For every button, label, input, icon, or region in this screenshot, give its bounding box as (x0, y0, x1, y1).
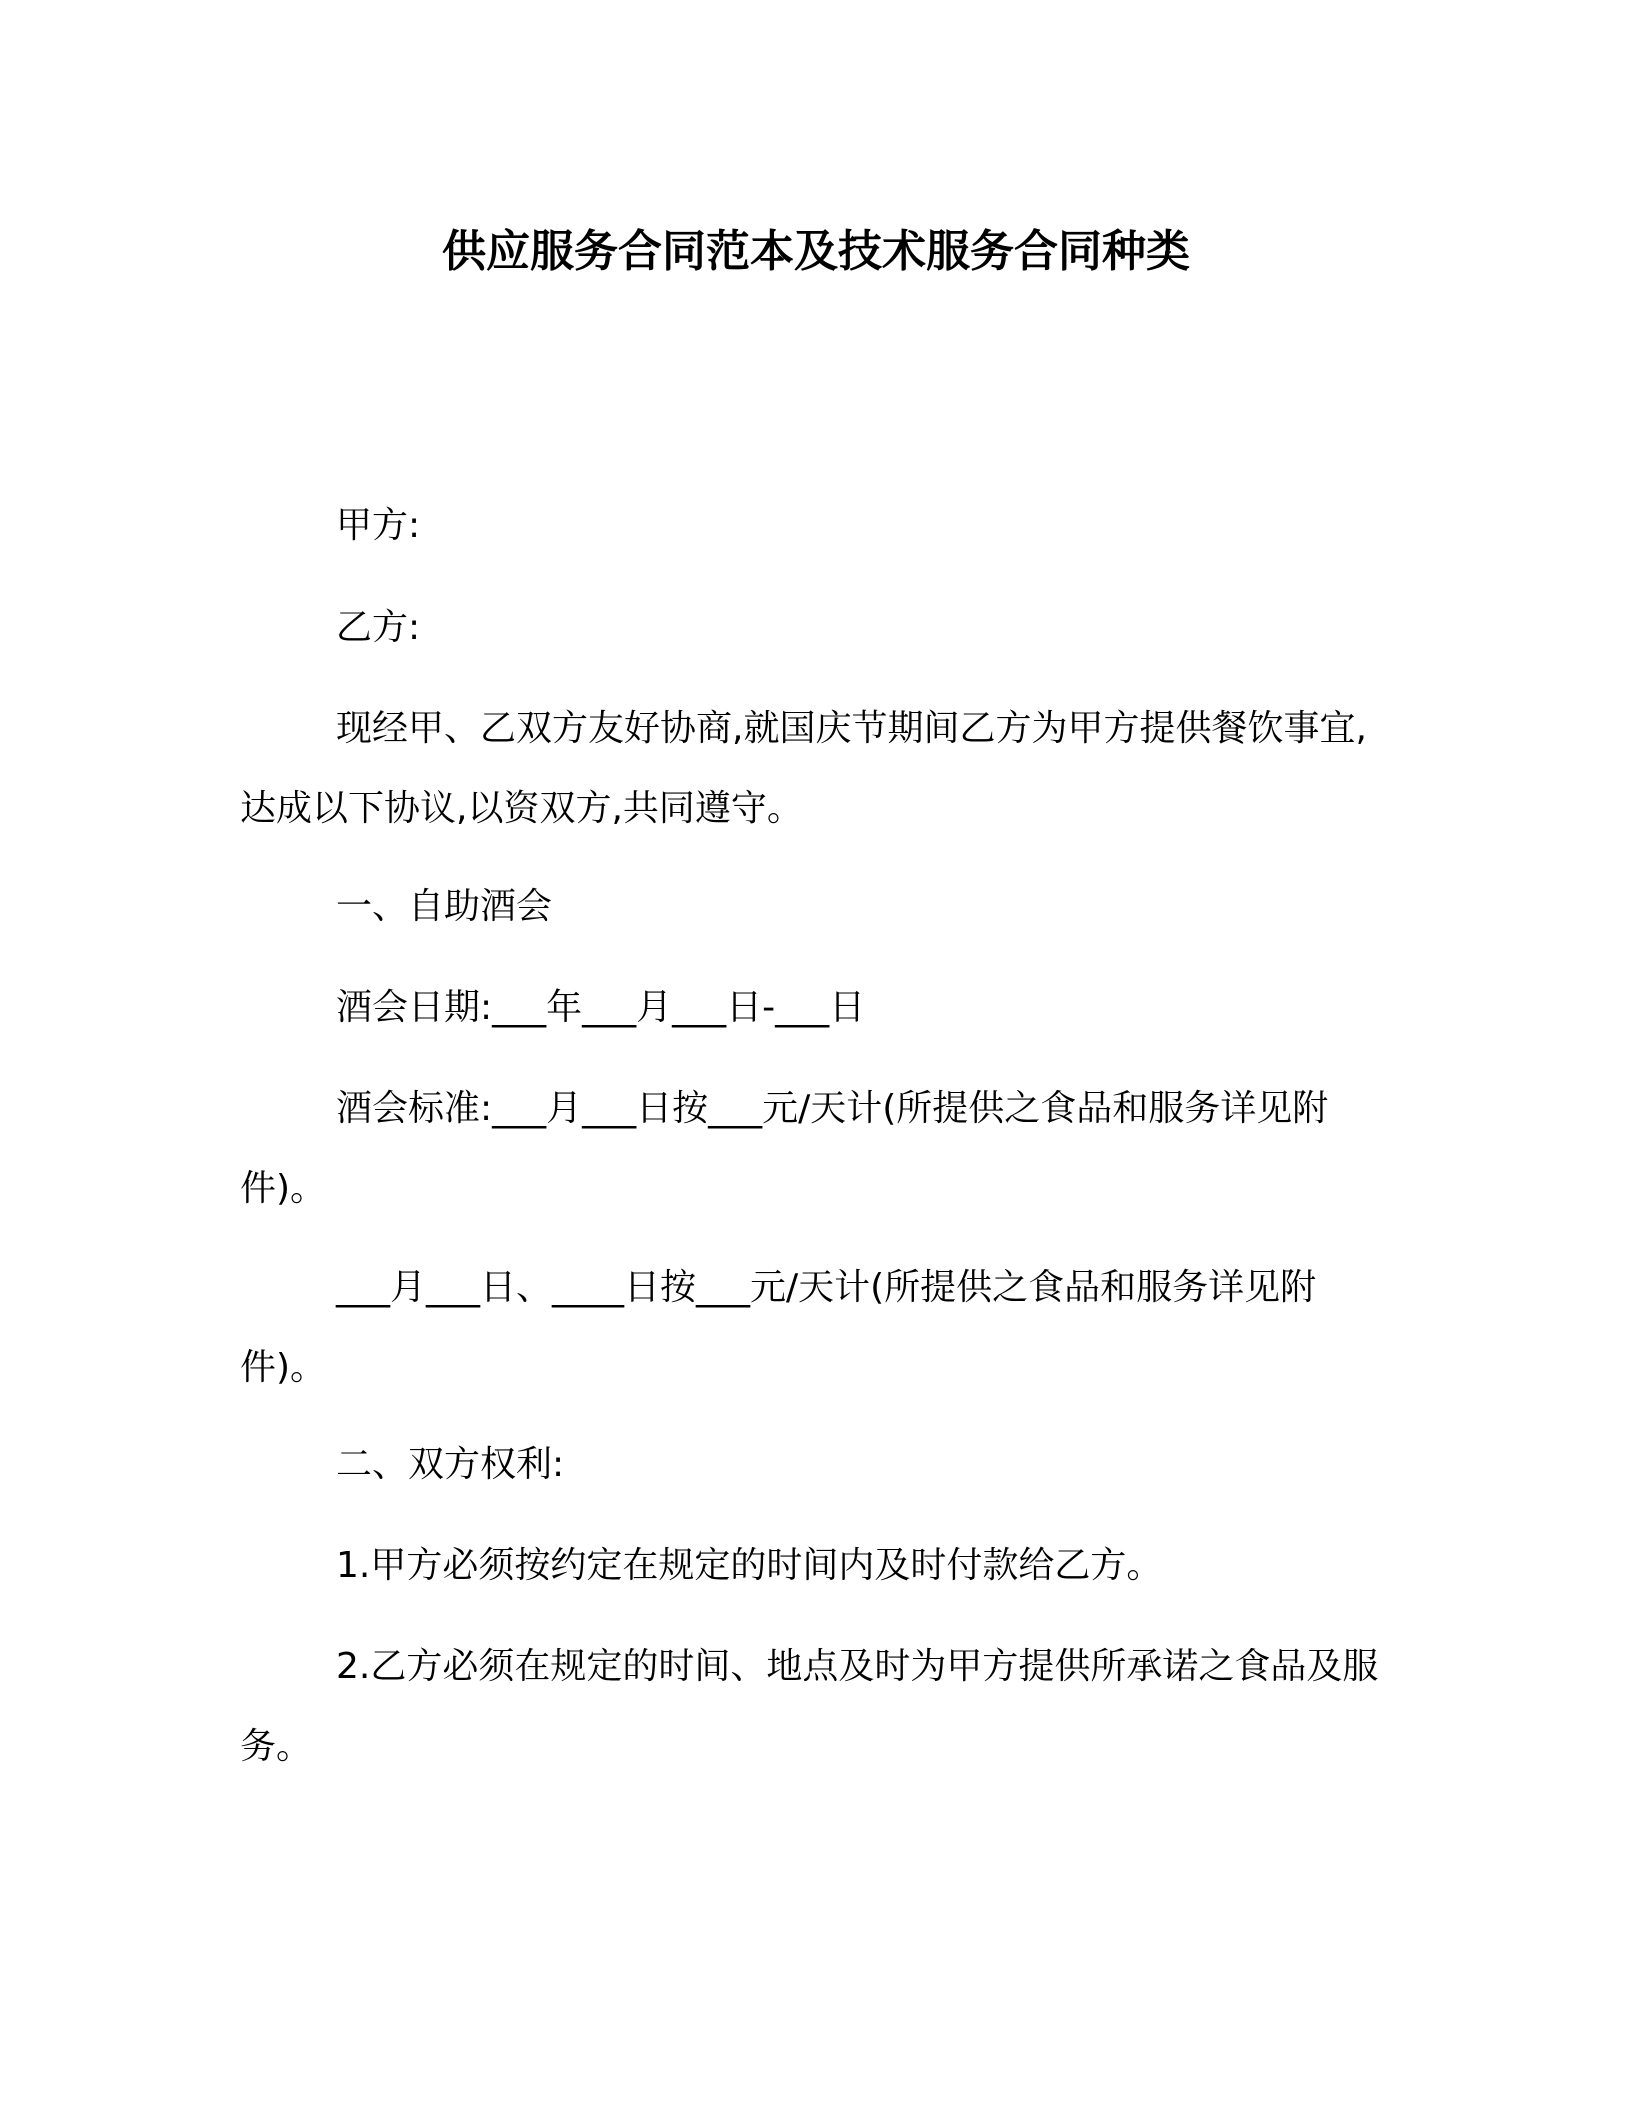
section-2-heading: 二、双方权利: (336, 1444, 565, 1485)
reception-date-line: 酒会日期:___年___月___日-___日 (336, 987, 866, 1028)
intro-paragraph: 现经甲、乙双方友好协商,就国庆节期间乙方为甲方提供餐饮事宜,达成以下协议,以资双方,共同遵守。 (240, 708, 1367, 829)
clause-1: 1.甲方必须按约定在规定的时间内及时付款给乙方。 (336, 1545, 1163, 1586)
party-a-line: 甲方: (336, 505, 421, 546)
reception-rate-paragraph: ___月___日、____日按___元/天计(所提供之食品和服务详见附件)。 (240, 1267, 1317, 1388)
section-1-heading: 一、自助酒会 (336, 886, 553, 927)
clause-2: 2.乙方必须在规定的时间、地点及时为甲方提供所承诺之食品及服务。 (240, 1646, 1379, 1767)
party-b-line: 乙方: (336, 607, 421, 648)
document-title: 供应服务合同范本及技术服务合同种类 (442, 226, 1190, 277)
reception-standard-paragraph: 酒会标准:___月___日按___元/天计(所提供之食品和服务详见附件)。 (240, 1088, 1329, 1209)
